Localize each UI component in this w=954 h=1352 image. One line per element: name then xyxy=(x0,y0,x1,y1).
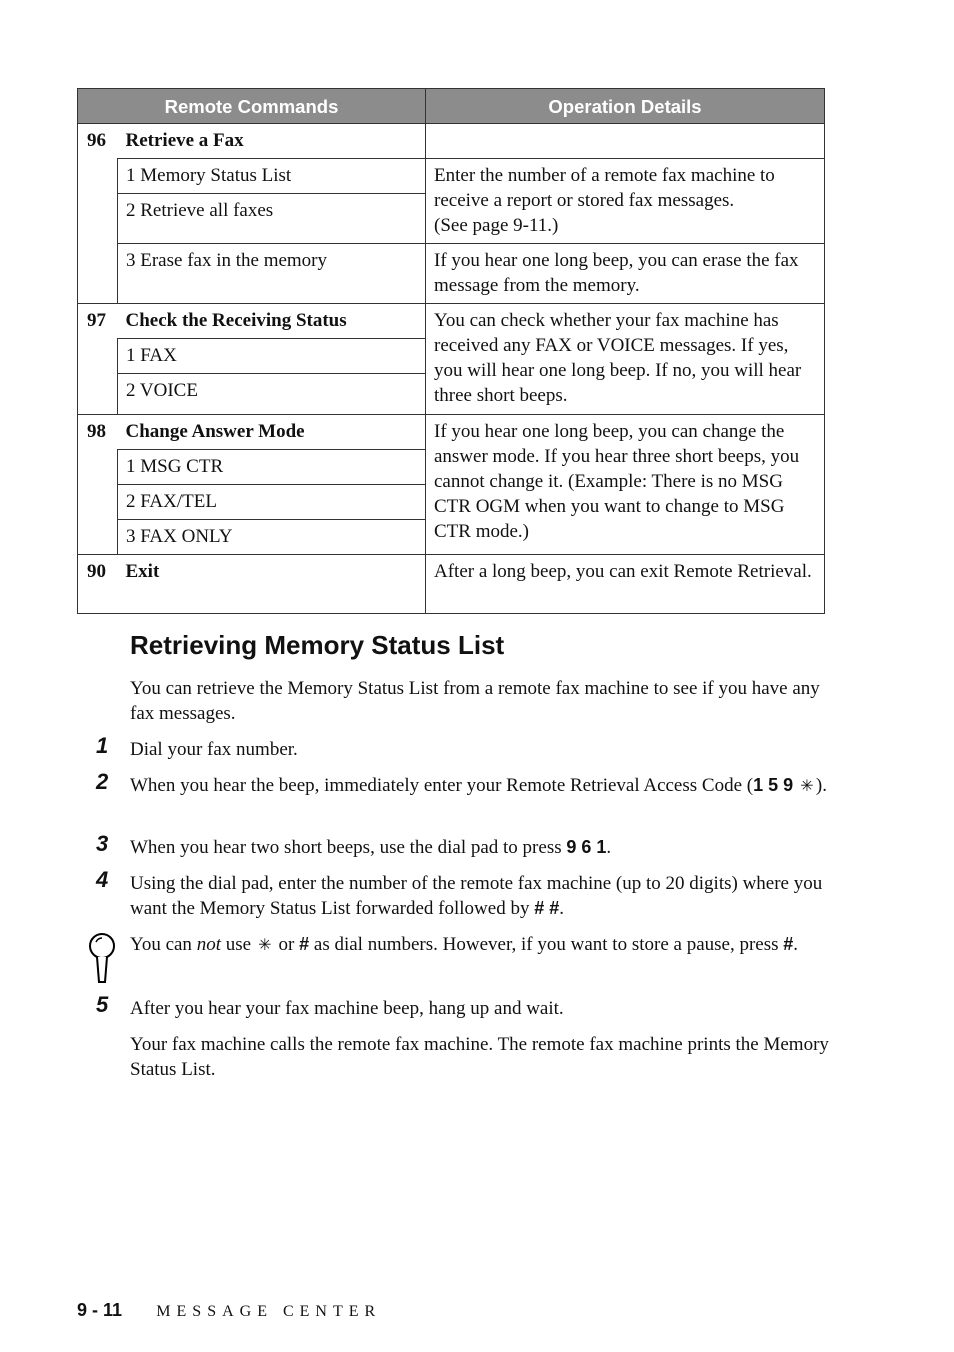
table-row xyxy=(78,415,825,450)
command-title: Check the Receiving Status xyxy=(118,304,426,339)
table-row xyxy=(78,159,825,194)
remote-commands-table xyxy=(77,88,825,614)
step-text: After you hear your fax machine beep, hang up and wait. xyxy=(130,998,564,1019)
command-detail xyxy=(426,124,825,159)
step-text: When you hear the beep, immediately enter your Remote Retrieval Access Code (1 5 9 ✳ ). xyxy=(130,775,827,796)
step-text: Dial your fax number. xyxy=(130,739,298,760)
step-number: 2 xyxy=(96,769,109,794)
hash-key: # xyxy=(783,934,794,954)
command-item: 2 VOICE xyxy=(118,374,426,415)
step-text: Using the dial pad, enter the number of the remote fax machine (up to 20 digits) where you want the Memory Status List forwarded followed by # #. xyxy=(130,873,823,919)
table-row xyxy=(78,124,825,159)
hash-keys: # # xyxy=(534,898,560,918)
command-detail: You can check whether your fax machine has received any FAX or VOICE messages. If yes, you will hear one long beep. If no, you will hear three short beeps. xyxy=(426,304,825,415)
command-item: 1 Memory Status List xyxy=(118,159,426,194)
command-detail: If you hear one long beep, you can change the answer mode. If you hear three short beeps, you cannot change it. (Example: There is no MSG CTR OGM when you want to change to MSG CTR mode.) xyxy=(426,415,825,555)
command-item: 3 FAX ONLY xyxy=(118,520,426,555)
footer-section-title: MESSAGE CENTER xyxy=(156,1303,382,1320)
table-row xyxy=(78,304,825,339)
hash-key: # xyxy=(299,934,310,954)
command-code: 97 xyxy=(78,304,118,415)
command-item: 3 Erase fax in the memory xyxy=(118,244,426,304)
command-item: 2 Retrieve all faxes xyxy=(118,194,426,244)
step-number: 5 xyxy=(96,992,109,1017)
command-detail: If you hear one long beep, you can erase the fax message from the memory. xyxy=(426,244,825,304)
section-intro: You can retrieve the Memory Status List from a remote fax machine to see if you have any fax messages. xyxy=(130,678,820,724)
page-number: 9 - 11 xyxy=(77,1300,123,1320)
step-number: 3 xyxy=(96,831,109,856)
command-title: Exit xyxy=(118,555,426,614)
section-heading: Retrieving Memory Status List xyxy=(130,630,505,660)
command-detail: After a long beep, you can exit Remote Retrieval. xyxy=(426,555,825,614)
table-header-row xyxy=(78,89,825,124)
step-text: When you hear two short beeps, use the dial pad to press 9 6 1. xyxy=(130,837,612,858)
command-code: 96 xyxy=(78,124,118,304)
note-pin-icon xyxy=(88,932,116,986)
step-number: 4 xyxy=(96,867,109,892)
header-operation-details: Operation Details xyxy=(426,89,825,124)
command-title: Change Answer Mode xyxy=(118,415,426,450)
star-key-icon: ✳ xyxy=(258,935,272,954)
command-title: Retrieve a Fax xyxy=(118,124,426,159)
page-footer xyxy=(77,1300,381,1321)
command-item: 1 MSG CTR xyxy=(118,450,426,485)
step-number: 1 xyxy=(96,733,109,758)
command-item: 1 FAX xyxy=(118,339,426,374)
command-detail: Enter the number of a remote fax machine to receive a report or stored fax messages. (See page 9-11.) xyxy=(426,159,825,244)
note-text: You can not use ✳ or # as dial numbers. However, if you want to store a pause, press #. xyxy=(130,934,799,955)
command-item: 2 FAX/TEL xyxy=(118,485,426,520)
header-remote-commands: Remote Commands xyxy=(78,89,426,124)
closing-text: Your fax machine calls the remote fax machine. The remote fax machine prints the Memory Status List. xyxy=(130,1034,829,1080)
command-code: 98 xyxy=(78,415,118,555)
table-row xyxy=(78,555,825,614)
table-row xyxy=(78,244,825,304)
access-code-keys: 1 5 9 xyxy=(753,775,794,795)
command-code: 90 xyxy=(78,555,118,614)
dial-keys: 9 6 1 xyxy=(566,837,607,857)
star-key-icon: ✳ xyxy=(800,776,814,795)
